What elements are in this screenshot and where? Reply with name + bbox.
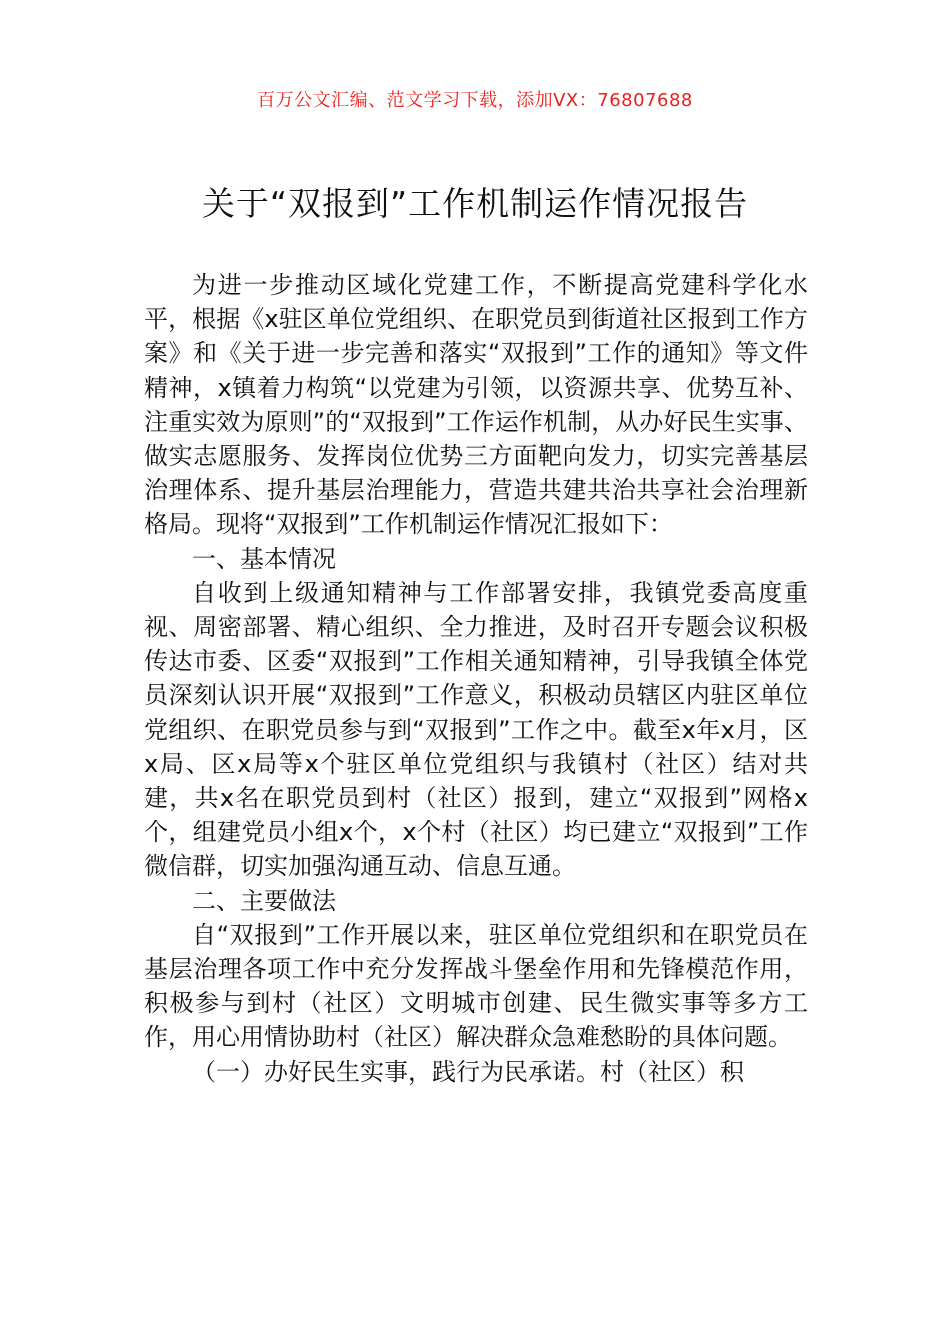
subsection-paragraph: （一）办好民生实事，践行为民承诺。村（社区）积 (192, 1057, 744, 1086)
methods-paragraph: 自“双报到”工作开展以来，驻区单位党组织和在职党员在基层治理各项工作中充分发挥战斗堡垒作用和先锋模范作用，积极参与到村（社区）文明城市创建、民生微实事等多方工作，用心用情协助村（社区）解决群众急难愁盼的具体问题。 (144, 920, 808, 1052)
header-note: 百万公文汇编、范文学习下载，添加VX：76807688 (257, 90, 693, 111)
intro-paragraph: 为进一步推动区域化党建工作，不断提高党建科学化水平，根据《x驻区单位党组织、在职党员到街道社区报到工作方案》和《关于进一步完善和落实“双报到”工作的通知》等文件精神，x镇着力构筑“以党建为引领，以资源共享、优势互补、注重实效为原则”的“双报到”工作运作机制，从办好民生实事、做实志愿服务、发挥岗位优势三方面靶向发力，切实完善基层治理体系、提升基层治理能力，营造共建共治共享社会治理新格局。现将“双报到”工作机制运作情况汇报如下： (144, 271, 808, 539)
section-heading-basic: 一、基本情况 (192, 544, 336, 573)
page-title: 关于“双报到”工作机制运作情况报告 (201, 184, 749, 223)
basic-situation-paragraph: 自收到上级通知精神与工作部署安排，我镇党委高度重视、周密部署、精心组织、全力推进，及时召开专题会议积极传达市委、区委“双报到”工作相关通知精神，引导我镇全体党员深刻认识开展“双报到”工作意义，积极动员辖区内驻区单位党组织、在职党员参与到“双报到”工作之中。截至x年x月，区x局、区x局等x个驻区单位党组织与我镇村（社区）结对共建，共x名在职党员到村（社区）报到，建立“双报到”网格x个，组建党员小组x个，x个村（社区）均已建立“双报到”工作微信群，切实加强沟通互动、信息互通。 (144, 578, 808, 881)
section-heading-methods: 二、主要做法 (192, 886, 336, 915)
document-body (144, 268, 808, 1089)
